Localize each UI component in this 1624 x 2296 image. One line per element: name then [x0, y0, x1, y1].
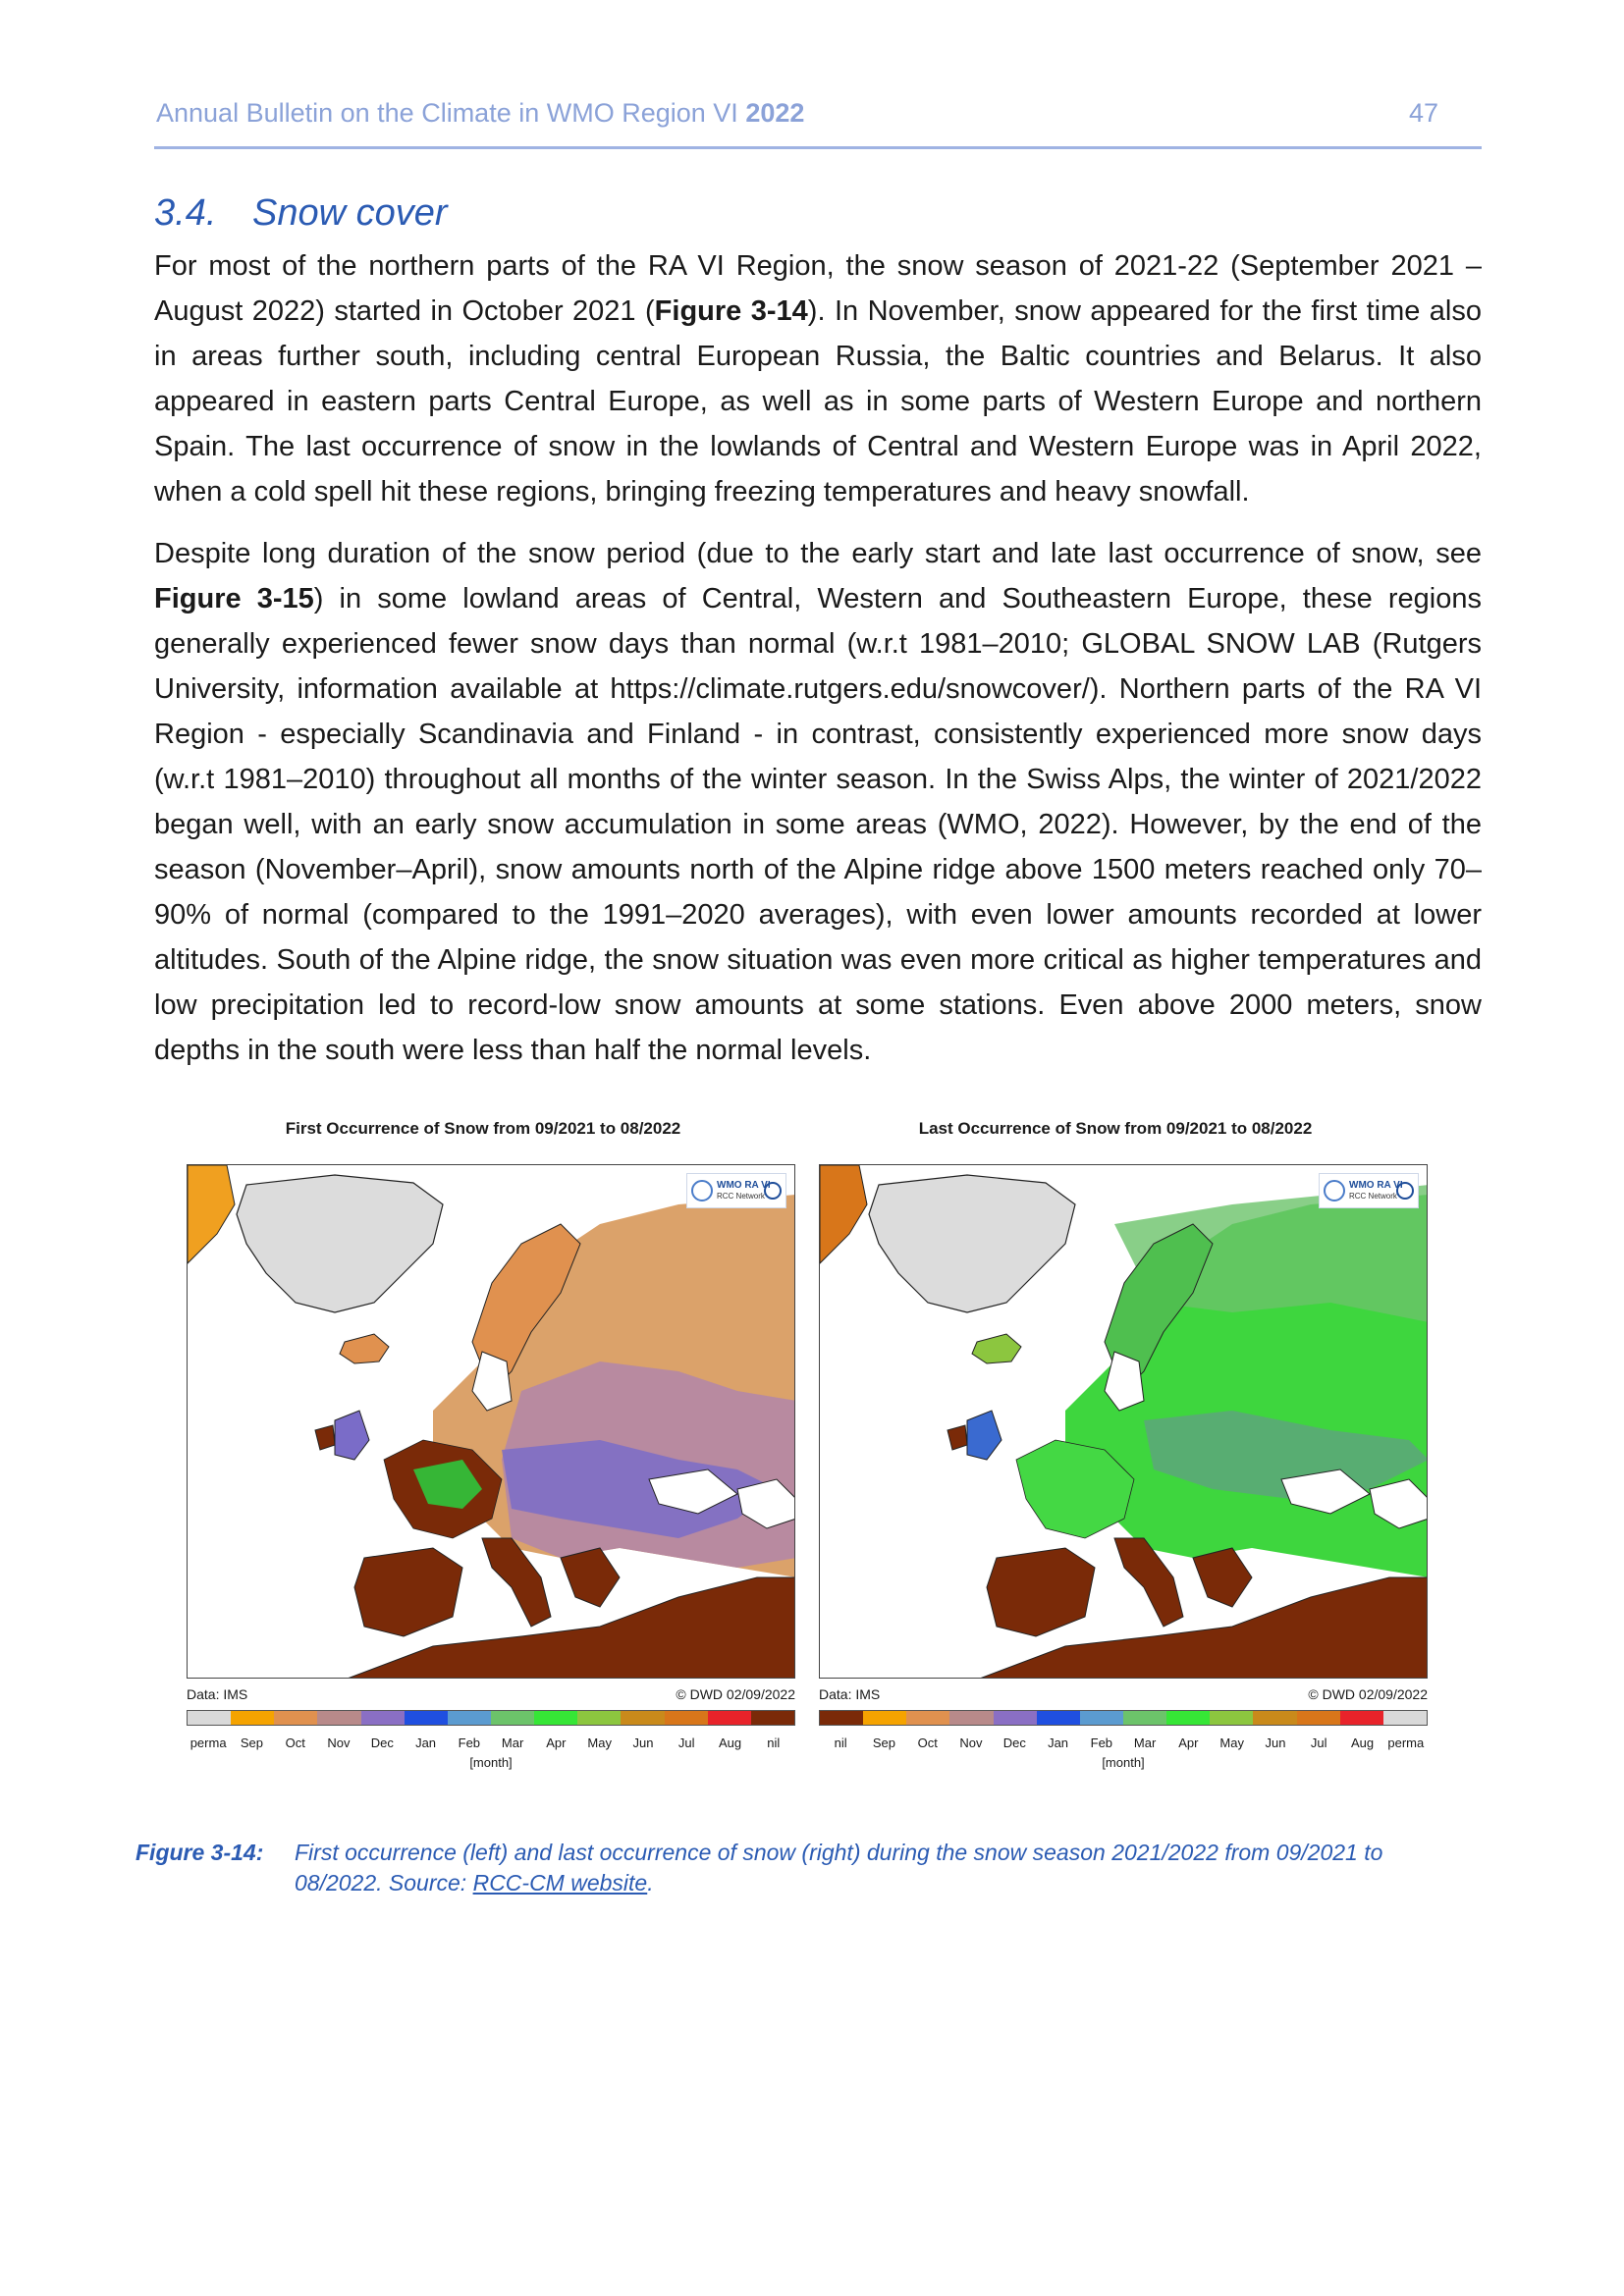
legend-swatch-apr — [1166, 1711, 1210, 1725]
legend-label: Dec — [1002, 1735, 1026, 1750]
color-legend-bar — [187, 1710, 795, 1726]
legend-swatch-aug — [1340, 1711, 1383, 1725]
legend-label: Mar — [501, 1735, 524, 1750]
map-title: Last Occurrence of Snow from 09/2021 to 08/2022 — [918, 1119, 1313, 1138]
legend-swatch-perma — [188, 1711, 231, 1725]
legend-swatch-oct — [274, 1711, 317, 1725]
legend-swatch-jun — [621, 1711, 664, 1725]
wmo-logo: WMO RA VI RCC Network — [686, 1173, 786, 1208]
legend-swatch-may — [1210, 1711, 1253, 1725]
legend-label: Jun — [632, 1735, 654, 1750]
legend-label: Apr — [1178, 1735, 1199, 1750]
legend-labels — [187, 1735, 795, 1750]
figure-reference[interactable]: Figure 3-14 — [654, 295, 808, 327]
section-title: Snow cover — [252, 192, 448, 234]
legend-swatch-sep — [231, 1711, 274, 1725]
legend-label: perma — [1387, 1735, 1425, 1750]
globe-icon — [691, 1180, 713, 1201]
legend-swatch-dec — [994, 1711, 1037, 1725]
legend-swatch-dec — [361, 1711, 405, 1725]
legend-swatch-mar — [1123, 1711, 1166, 1725]
section-number: 3.4. — [154, 192, 217, 234]
legend-label: Jan — [415, 1735, 437, 1750]
map-title: First Occurrence of Snow from 09/2021 to 08/2022 — [285, 1119, 681, 1138]
data-source-label: Data: IMS — [187, 1686, 248, 1702]
legend-label: nil — [767, 1735, 781, 1750]
legend-swatch-oct — [906, 1711, 949, 1725]
credit-label: © DWD 02/09/2022 — [676, 1686, 795, 1702]
legend-label: Aug — [718, 1735, 742, 1750]
dwd-logo-icon — [1396, 1182, 1414, 1200]
legend-label: Sep — [240, 1735, 263, 1750]
wmo-logo: WMO RA VI RCC Network — [1319, 1173, 1419, 1208]
legend-label: Jul — [1310, 1735, 1327, 1750]
paragraph: For most of the northern parts of the RA VI Region, the snow season of 2021-22 (September 2021 – August 2022) started in October 2021 (Figure 3-14). In November, snow appeared for the first time also in areas further south, including central European Russia, the Baltic countries and Belarus. It also appeared in eastern parts Central Europe, as well as in some parts of Western Europe and northern Spain. The last occurrence of snow in the lowlands of Central and Western Europe was in April 2022, when a cold spell hit these regions, bringing freezing temperatures and heavy snowfall. — [154, 250, 1482, 507]
legend-label: Nov — [327, 1735, 351, 1750]
paragraph: Despite long duration of the snow period (due to the early start and late last occurrence of snow, see Figure 3-15) in some lowland areas of Central, Western and Southeastern Europe, these regions generally experienced fewer snow days than normal (w.r.t 1981–2010; GLOBAL SNOW LAB (Rutgers University, information available at https://climate.rutgers.edu/snowcover/). Northern parts of the RA VI Region - especially Scandinavia and Finland - in contrast, consistently experienced more snow days (w.r.t 1981–2010) throughout all months of the winter season. In the Swiss Alps, the winter of 2021/2022 began well, with an early snow accumulation in some areas (WMO, 2022). However, by the end of the season (November–April), snow amounts north of the Alpine ridge above 1500 meters reached only 70–90% of normal (compared to the 1991–2020 averages), with even lower amounts recorded at lower altitudes. South of the Alpine ridge, the snow situation was even more critical as higher temperatures and low precipitation led to record-low snow amounts at some stations. Even above 2000 meters, snow depths in the south were less than half the normal levels. — [154, 538, 1482, 1066]
header-year: 2022 — [745, 98, 805, 128]
legend-label: Jan — [1048, 1735, 1069, 1750]
section-heading — [154, 192, 448, 235]
data-source-label: Data: IMS — [819, 1686, 881, 1702]
legend-swatch-nil — [751, 1711, 794, 1725]
legend-label: Apr — [546, 1735, 567, 1750]
legend-label: Oct — [917, 1735, 938, 1750]
caption-label: Figure 3-14: — [135, 1840, 264, 1865]
legend-label: nil — [834, 1735, 847, 1750]
legend-swatch-feb — [448, 1711, 491, 1725]
legend-label: Feb — [458, 1735, 481, 1750]
legend-label: May — [1219, 1735, 1244, 1750]
map-frame — [187, 1164, 795, 1679]
legend-swatch-jul — [1297, 1711, 1340, 1725]
legend-swatch-jan — [405, 1711, 448, 1725]
legend-swatch-apr — [534, 1711, 577, 1725]
legend-label: Sep — [872, 1735, 895, 1750]
rcc-cm-website-link[interactable]: RCC-CM website — [472, 1870, 648, 1896]
header-title: Annual Bulletin on the Climate in WMO Region VI 2022 — [156, 98, 805, 128]
legend-unit: [month] — [469, 1755, 513, 1770]
legend-label: May — [587, 1735, 612, 1750]
legend-label: Feb — [1090, 1735, 1113, 1750]
legend-label: Oct — [285, 1735, 305, 1750]
legend-label: Jun — [1265, 1735, 1286, 1750]
legend-swatch-jan — [1037, 1711, 1080, 1725]
map-frame — [819, 1164, 1428, 1679]
legend-label: Mar — [1133, 1735, 1157, 1750]
last-occurrence-map-panel — [811, 1119, 1445, 1787]
legend-swatch-mar — [491, 1711, 534, 1725]
page-number: 47 — [1408, 98, 1438, 128]
legend-labels — [819, 1735, 1428, 1750]
europe-map-first-occurrence — [188, 1165, 795, 1679]
caption-text: First occurrence (left) and last occurrence of snow (right) during the snow season 2021/2022 from 09/2021 to 08/2022. Source: RCC-CM website. — [295, 1840, 1383, 1896]
color-legend-bar — [819, 1710, 1428, 1726]
legend-label: Aug — [1350, 1735, 1375, 1750]
figure-reference[interactable]: Figure 3-15 — [154, 583, 314, 614]
globe-icon — [1324, 1180, 1345, 1201]
legend-swatch-nov — [949, 1711, 993, 1725]
legend-swatch-feb — [1080, 1711, 1123, 1725]
legend-unit: [month] — [1102, 1755, 1145, 1770]
legend-label: Nov — [959, 1735, 983, 1750]
credit-label: © DWD 02/09/2022 — [1308, 1686, 1428, 1702]
legend-swatch-nov — [317, 1711, 360, 1725]
europe-map-last-occurrence — [820, 1165, 1428, 1679]
legend-label: Dec — [370, 1735, 394, 1750]
legend-label: Jul — [677, 1735, 695, 1750]
legend-swatch-jun — [1253, 1711, 1296, 1725]
legend-label: perma — [189, 1735, 227, 1750]
legend-swatch-jul — [665, 1711, 708, 1725]
legend-swatch-sep — [863, 1711, 906, 1725]
legend-swatch-aug — [708, 1711, 751, 1725]
legend-swatch-nil — [820, 1711, 863, 1725]
legend-swatch-perma — [1383, 1711, 1427, 1725]
legend-swatch-may — [577, 1711, 621, 1725]
dwd-logo-icon — [764, 1182, 782, 1200]
page-header — [154, 94, 1482, 149]
first-occurrence-map-panel — [179, 1119, 813, 1787]
